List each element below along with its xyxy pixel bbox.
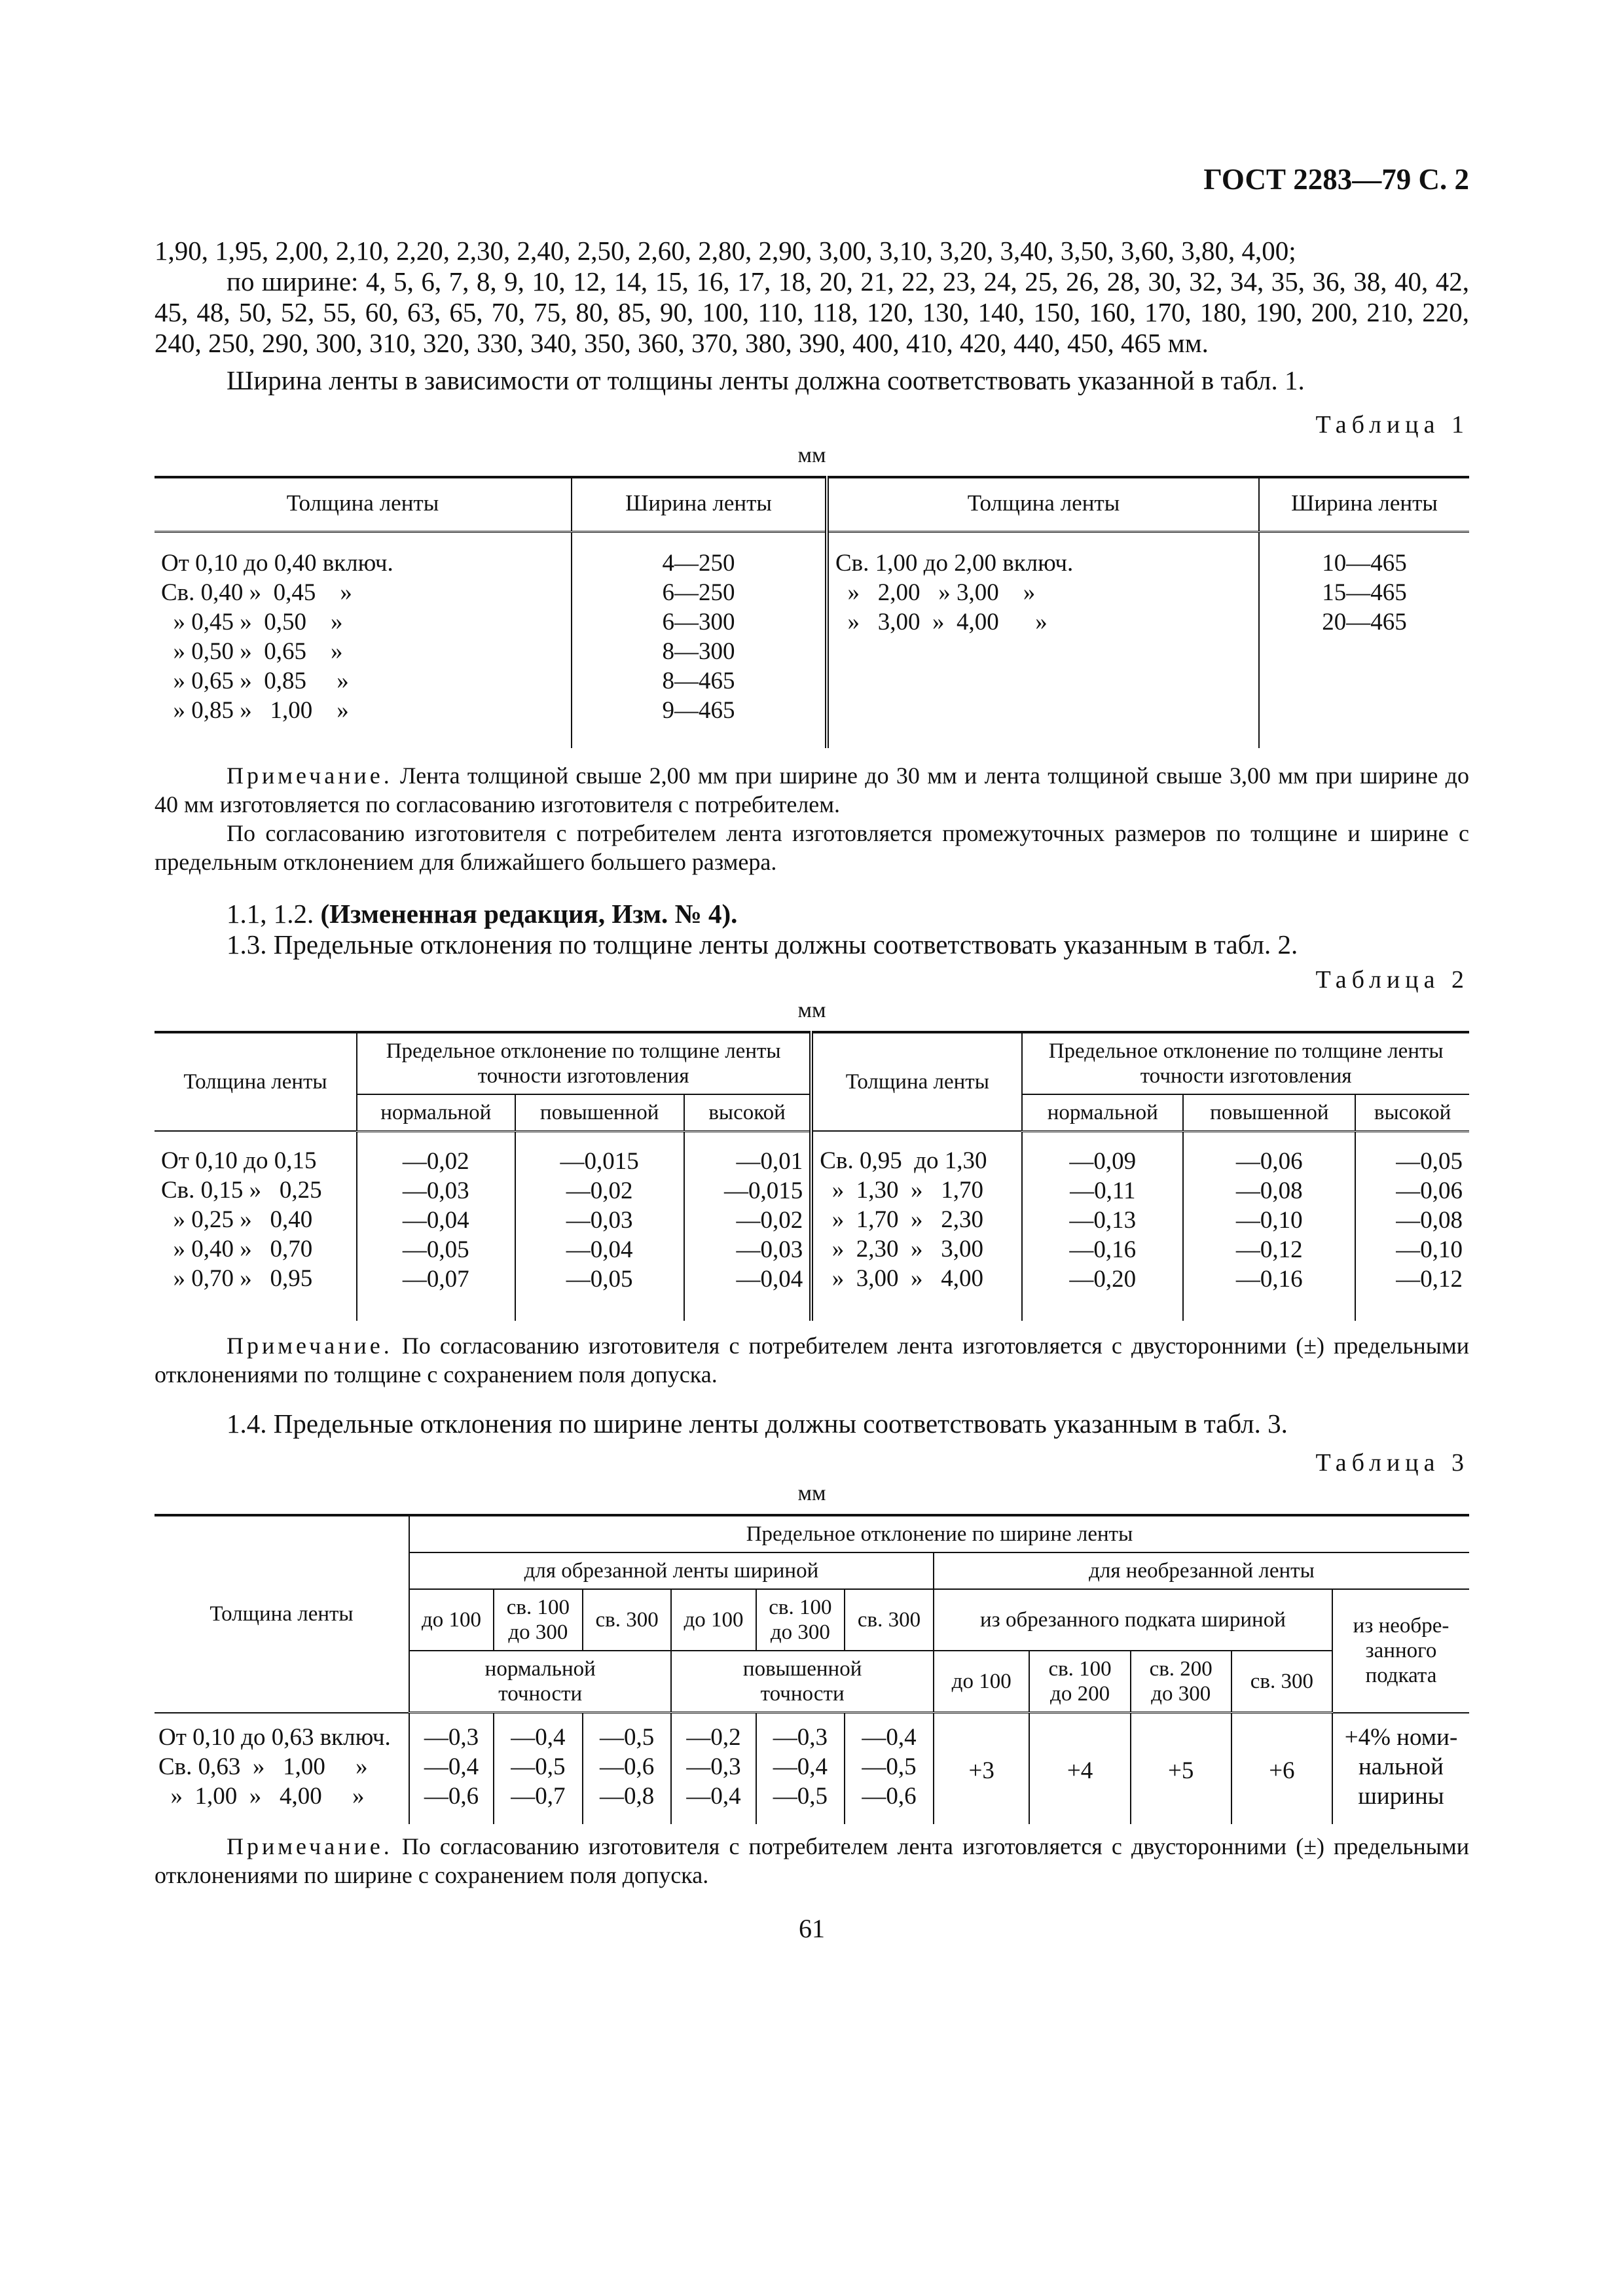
- table1-reference: Ширина ленты в зависимости от толщины ленты должна соответствовать указанной в табл. 1.: [227, 365, 1305, 395]
- table2-left-normal: —0,02 —0,03 —0,04 —0,05 —0,07: [357, 1131, 515, 1321]
- note-text: Лента толщиной свыше 2,00 мм при ширине до 30 мм и лента толщиной свыше 3,00 мм при ширине до 40 мм изготовляется по согласованию изготовителя с потребителем.: [155, 762, 1469, 817]
- table2-unit: мм: [797, 997, 826, 1022]
- amendment-paragraph: [155, 899, 1469, 929]
- table1-caption: Таблица 1: [1315, 411, 1469, 439]
- width-list: по ширине: 4, 5, 6, 7, 8, 9, 10, 12, 14, 15, 16, 17, 18, 20, 21, 22, 23, 24, 25, 26, 28, 30, 32, 34, 35, 36, 38, 40, 42, 45, 48, 50, 52, 55, 60, 63, 65, 70, 75, 80, 85, 90, 100, 110, 118, 120, 130, 140, 150, 160, 170, 180, 190, 200, 210, 220, 240, 250, 290, 300, 310, 320, 330, 340, 350, 360, 370, 380, 390, 400, 410, 420, 440, 450, 465 мм.: [155, 266, 1469, 358]
- table2-header-top: высокой: [684, 1094, 812, 1132]
- note-label: Примечание.: [227, 1333, 393, 1359]
- table3-header-cut-over300-2: св. 300: [845, 1589, 934, 1651]
- table3-header-cut-over300: св. 300: [583, 1589, 672, 1651]
- table3-high-over: —0,4 —0,5 —0,6: [845, 1713, 934, 1824]
- table3-uncut-100: +3: [934, 1713, 1030, 1824]
- table2-header-top-2: высокой: [1355, 1094, 1469, 1132]
- table3-normal-300: —0,4 —0,5 —0,7: [494, 1713, 583, 1824]
- page-number: 61: [799, 1913, 825, 1943]
- table2-header-group: Предельное отклонение по толщине ленты точности изготовления: [357, 1032, 811, 1094]
- table2: [155, 1031, 1469, 1321]
- table3-header-from-uncut: из необре- занного подката: [1332, 1589, 1469, 1713]
- table3-header-from-cut: из обрезанного подката шириной: [934, 1589, 1332, 1651]
- table3-high-100: —0,2 —0,3 —0,4: [671, 1713, 756, 1824]
- table3-normal-over: —0,5 —0,6 —0,8: [583, 1713, 672, 1824]
- table1-unit: мм: [797, 443, 826, 467]
- table2-left-high: —0,015 —0,02 —0,03 —0,04 —0,05: [515, 1131, 684, 1321]
- table3-header-cut: для обрезанной ленты шириной: [409, 1552, 934, 1589]
- table2-right-thickness: Св. 0,95 до 1,30 » 1,30 » 1,70 » 1,70 » 2,30 » 2,30 » 3,00 » 3,00 » 4,00: [811, 1131, 1022, 1321]
- table1-right-thickness: Св. 1,00 до 2,00 включ. » 2,00 » 3,00 » » 3,00 » 4,00 »: [827, 532, 1259, 748]
- table1-left-thickness: От 0,10 до 0,40 включ. Св. 0,40 » 0,45 » » 0,45 » 0,50 » » 0,50 » 0,65 » » 0,65 » 0,85 » » 0,85 » 1,00 »: [161, 550, 393, 724]
- table2-right-high: —0,06 —0,08 —0,10 —0,12 —0,16: [1183, 1131, 1355, 1321]
- table2-note: [155, 1331, 1469, 1389]
- table3-uncut-over: +6: [1231, 1713, 1332, 1824]
- amendment-prefix: 1.1, 1.2.: [227, 898, 321, 929]
- table3-header-high-accuracy: повышенной точности: [671, 1651, 933, 1713]
- table1-header-thickness: Толщина ленты: [155, 477, 572, 532]
- table2-left-top: —0,01 —0,015 —0,02 —0,03 —0,04: [684, 1131, 812, 1321]
- table2-header-group-2: Предельное отклонение по толщине ленты точности изготовления: [1022, 1032, 1469, 1094]
- section-1-3: 1.3. Предельные отклонения по толщине ленты должны соответствовать указанным в табл. 2.: [227, 929, 1298, 960]
- table3-header-u100: до 100: [934, 1651, 1030, 1713]
- table3-header-u300: св. 300: [1231, 1651, 1332, 1713]
- table3-uncut-200: +4: [1029, 1713, 1130, 1824]
- table3-header-cut-to100-2: до 100: [671, 1589, 756, 1651]
- table1-header-thickness-2: Толщина ленты: [827, 477, 1259, 532]
- table3-from-uncut: +4% номи- нальной ширины: [1332, 1713, 1469, 1824]
- table3-normal-100: —0,3 —0,4 —0,6: [409, 1713, 494, 1824]
- table3-high-300: —0,3 —0,4 —0,5: [756, 1713, 845, 1824]
- note-label: Примечание.: [227, 762, 393, 789]
- thickness-list: 1,90, 1,95, 2,00, 2,10, 2,20, 2,30, 2,40, 2,50, 2,60, 2,80, 2,90, 3,00, 3,10, 3,20, 3,40, 3,50, 3,60, 3,80, 4,00;: [155, 236, 1296, 266]
- table1: [155, 476, 1469, 748]
- table1-header-width: Ширина ленты: [572, 477, 827, 532]
- table3-header-uncut: для необрезанной ленты: [934, 1552, 1469, 1589]
- table3-thickness: От 0,10 до 0,63 включ. Св. 0,63 » 1,00 » » 1,00 » 4,00 »: [158, 1723, 391, 1810]
- table3-unit: мм: [797, 1481, 826, 1505]
- intermediate-sizes-paragraph: По согласованию изготовителя с потребителем лента изготовляется промежуточных размеров по толщине и ширине с предельным отклонением для ближайшего большего размера.: [155, 819, 1469, 875]
- page-header: ГОСТ 2283—79 С. 2: [1203, 163, 1469, 196]
- section-1-4: 1.4. Предельные отклонения по ширине ленты должны соответствовать указанным в табл. 3.: [227, 1408, 1288, 1439]
- table1-note: [155, 761, 1469, 819]
- table3-header-main: Предельное отклонение по ширине ленты: [409, 1515, 1469, 1552]
- table3-caption: Таблица 3: [1315, 1449, 1469, 1477]
- note-text: По согласованию изготовителя с потребителем лента изготовляется с двусторонними (±) предельными отклонениями по толщине с сохранением поля допуска.: [155, 1333, 1469, 1388]
- table1-header-width-2: Ширина ленты: [1259, 477, 1469, 532]
- page-body: [155, 236, 1469, 1944]
- note-text: По согласованию изготовителя с потребителем лента изготовляется с двусторонними (±) предельными отклонениями по ширине с сохранением поля допуска.: [155, 1833, 1469, 1888]
- table3-header-cut-100-300: св. 100 до 300: [494, 1589, 583, 1651]
- table3-note: [155, 1832, 1469, 1890]
- table3-uncut-300: +5: [1131, 1713, 1231, 1824]
- table3-header-normal-accuracy: нормальной точности: [409, 1651, 671, 1713]
- amendment-note: (Измененная редакция, Изм. № 4).: [320, 898, 738, 929]
- table2-left-thickness: От 0,10 до 0,15 Св. 0,15 » 0,25 » 0,25 » 0,40 » 0,40 » 0,70 » 0,70 » 0,95: [161, 1147, 322, 1292]
- table2-header-high: повышенной: [515, 1094, 684, 1132]
- table2-header-high-2: повышенной: [1183, 1094, 1355, 1132]
- table2-header-normal: нормальной: [357, 1094, 515, 1132]
- table2-header-normal-2: нормальной: [1022, 1094, 1183, 1132]
- table1-right-width: 10—465 15—465 20—465: [1259, 532, 1469, 748]
- table2-caption: Таблица 2: [1315, 965, 1469, 994]
- table2-right-normal: —0,09 —0,11 —0,13 —0,16 —0,20: [1022, 1131, 1183, 1321]
- table3-header-cut-to100: до 100: [409, 1589, 494, 1651]
- table3-header-u100-200: св. 100 до 200: [1029, 1651, 1130, 1713]
- table2-header-thickness-2: Толщина ленты: [811, 1032, 1022, 1132]
- note-label: Примечание.: [227, 1833, 393, 1859]
- table2-right-top: —0,05 —0,06 —0,08 —0,10 —0,12: [1355, 1131, 1469, 1321]
- table1-left-width: 4—250 6—250 6—300 8—300 8—465 9—465: [572, 532, 827, 748]
- table3: [155, 1514, 1469, 1824]
- table2-header-thickness: Толщина ленты: [155, 1032, 357, 1132]
- table3-header-cut-100-300-2: св. 100 до 300: [756, 1589, 845, 1651]
- table3-header-u200-300: св. 200 до 300: [1131, 1651, 1231, 1713]
- table3-header-thickness: Толщина ленты: [155, 1515, 409, 1713]
